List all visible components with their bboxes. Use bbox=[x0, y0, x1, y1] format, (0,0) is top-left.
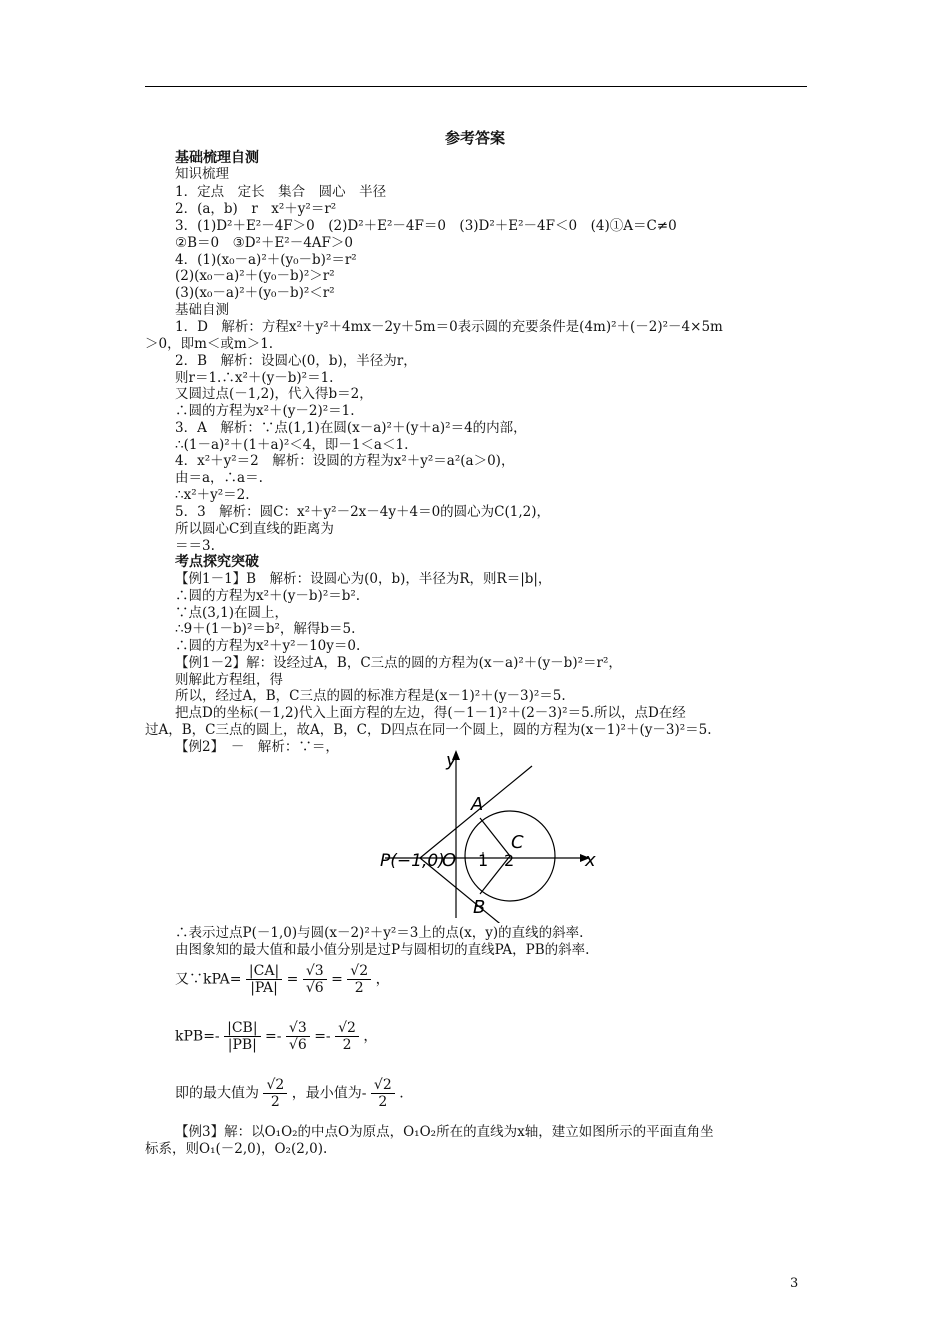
text-line: 3．A 解析：∵点(1,1)在圆(x－a)²＋(y＋a)²＝4的内部， bbox=[175, 420, 527, 436]
text-line: 过A，B，C三点的圆上，故A，B，C，D四点在同一个圆上，圆的方程为(x－1)²＋(y－3)²＝5. bbox=[145, 722, 712, 738]
kpb-fraction: $\frac{|CB|}{|PB|}$ bbox=[224, 1020, 260, 1053]
y-axis-label: y bbox=[446, 750, 457, 771]
text-line: 1．定点 定长 集合 圆心 半径 bbox=[175, 184, 387, 200]
text-line: ∴(1－a)²＋(1＋a)²＜4，即－1＜a＜1. bbox=[175, 437, 409, 453]
point-c-label: C bbox=[511, 832, 524, 853]
text-line: 把点D的坐标(－1,2)代入上面方程的左边，得(－1－1)²＋(2－3)²＝5.所以，点D在经 bbox=[175, 705, 686, 721]
result-formula: 即的最大值为 $\frac{√2}{2}$ ，最小值为- $\frac{√2}{2}$ . bbox=[175, 1077, 404, 1110]
page-number: 3 bbox=[790, 1276, 799, 1291]
min-value-fraction: $\frac{√2}{2}$ bbox=[371, 1077, 395, 1110]
text-line: ∴x²＋y²＝2. bbox=[175, 487, 250, 503]
kpa-formula: 又∵kPA= $\frac{|CA|}{|PA|}$ = $\frac{√3}{√6}$ = $\frac{√2}{2}$ ， bbox=[175, 963, 390, 996]
text-line: 所以圆心C到直线的距离为 bbox=[175, 521, 334, 537]
text-line: 【例1－1】B 解析：设圆心为(0，b)，半径为R，则R＝|b|， bbox=[175, 571, 552, 587]
result-prefix: 即的最大值为 bbox=[175, 1085, 259, 1102]
text-line: 又圆过点(－1,2)，代入得b＝2， bbox=[175, 386, 373, 402]
origin-label: O bbox=[442, 850, 457, 871]
point-p-label: P(−1,0) bbox=[380, 851, 445, 871]
sqrt3-over-sqrt6: $\frac{√3}{√6}$ bbox=[286, 1020, 310, 1053]
text-line: 知识梳理 bbox=[175, 166, 229, 182]
text-line: 【例2】 － 解析：∵＝， bbox=[175, 739, 339, 755]
text-line: ∴圆的方程为x²＋(y－2)²＝1. bbox=[175, 403, 355, 419]
max-value-fraction: $\frac{√2}{2}$ bbox=[263, 1077, 287, 1110]
text-line: ＝＝3. bbox=[175, 538, 215, 554]
x-axis-label: x bbox=[585, 850, 596, 871]
text-line: 基础梳理自测 bbox=[175, 150, 259, 166]
text-line: ②B＝0 ③D²＋E²－4AF＞0 bbox=[175, 235, 354, 251]
text-line: 4．(1)(x₀－a)²＋(y₀－b)²＝r² bbox=[175, 252, 357, 268]
point-a-label: A bbox=[471, 794, 484, 815]
text-line: ∴圆的方程为x²＋y²－10y＝0. bbox=[175, 638, 361, 654]
kpb-prefix: kPB=- bbox=[175, 1028, 220, 1045]
text-line: 2．B 解析：设圆心(0，b)，半径为r， bbox=[175, 353, 417, 369]
kpa-prefix: 又∵kPA= bbox=[175, 971, 242, 988]
text-line: ∴圆的方程为x²＋(y－b)²＝b². bbox=[175, 588, 361, 604]
text-line: 4．x²＋y²＝2 解析：设圆的方程为x²＋y²＝a²(a＞0)， bbox=[175, 453, 515, 469]
text-line: (3)(x₀－a)²＋(y₀－b)²＜r² bbox=[175, 285, 335, 301]
text-line: ∴表示过点P(－1,0)与圆(x－2)²＋y²＝3上的点(x，y)的直线的斜率. bbox=[175, 925, 584, 941]
text-line: ∴9＋(1－b)²＝b²，解得b＝5. bbox=[175, 621, 356, 637]
tick-label-1: 1 bbox=[478, 851, 489, 870]
text-line: ∵点(3,1)在圆上， bbox=[175, 605, 289, 621]
text-line: 【例3】解：以O₁O₂的中点O为原点，O₁O₂所在的直线为x轴，建立如图所示的平面直角坐 bbox=[175, 1124, 714, 1140]
text-line: 标系，则O₁(－2,0)，O₂(2,0). bbox=[145, 1141, 328, 1157]
tangent-circle-figure bbox=[380, 748, 610, 923]
text-line: 则r＝1.∴x²＋(y－b)²＝1. bbox=[175, 370, 334, 386]
result-mid: ，最小值为- bbox=[291, 1085, 367, 1102]
text-line: 由＝a，∴a＝. bbox=[175, 470, 263, 486]
text-line: (2)(x₀－a)²＋(y₀－b)²＞r² bbox=[175, 268, 335, 284]
text-line: 由图象知的最大值和最小值分别是过P与圆相切的直线PA，PB的斜率. bbox=[175, 942, 590, 958]
text-line: 考点探究突破 bbox=[175, 554, 259, 570]
tick-label-2: 2 bbox=[504, 851, 515, 870]
text-line: 3．(1)D²＋E²－4F＞0 (2)D²＋E²－4F＝0 (3)D²＋E²－4F＜0 (4)①A＝C≠0 bbox=[175, 218, 677, 234]
text-line: 所以，经过A，B，C三点的圆的标准方程是(x－1)²＋(y－3)²＝5. bbox=[175, 688, 566, 704]
kpa-fraction: $\frac{|CA|}{|PA|}$ bbox=[246, 963, 282, 996]
page-title: 参考答案 bbox=[444, 129, 505, 147]
sqrt2-over-2: $\frac{√2}{2}$ bbox=[335, 1020, 359, 1053]
text-line: ＞0，即m＜或m＞1. bbox=[145, 336, 274, 352]
sqrt3-over-sqrt6: $\frac{√3}{√6}$ bbox=[303, 963, 327, 996]
text-line: 2．(a，b) r x²＋y²＝r² bbox=[175, 201, 337, 217]
point-b-label: B bbox=[473, 897, 486, 918]
header-rule bbox=[145, 86, 807, 87]
text-line: 5．3 解析：圆C：x²＋y²－2x－4y＋4＝0的圆心为C(1,2)， bbox=[175, 504, 551, 520]
sqrt2-over-2: $\frac{√2}{2}$ bbox=[347, 963, 371, 996]
text-line: 【例1－2】解：设经过A，B，C三点的圆的方程为(x－a)²＋(y－b)²＝r²， bbox=[175, 655, 622, 671]
kpb-formula: kPB=- $\frac{|CB|}{|PB|}$ =- $\frac{√3}{√6}$ =- $\frac{√2}{2}$ ， bbox=[175, 1020, 378, 1053]
text-line: 1．D 解析：方程x²＋y²＋4mx－2y＋5m＝0表示圆的充要条件是(4m)²＋(－2)²－4×5m bbox=[175, 319, 723, 335]
text-line: 则解此方程组，得 bbox=[175, 672, 283, 688]
text-line: 基础自测 bbox=[175, 302, 229, 318]
